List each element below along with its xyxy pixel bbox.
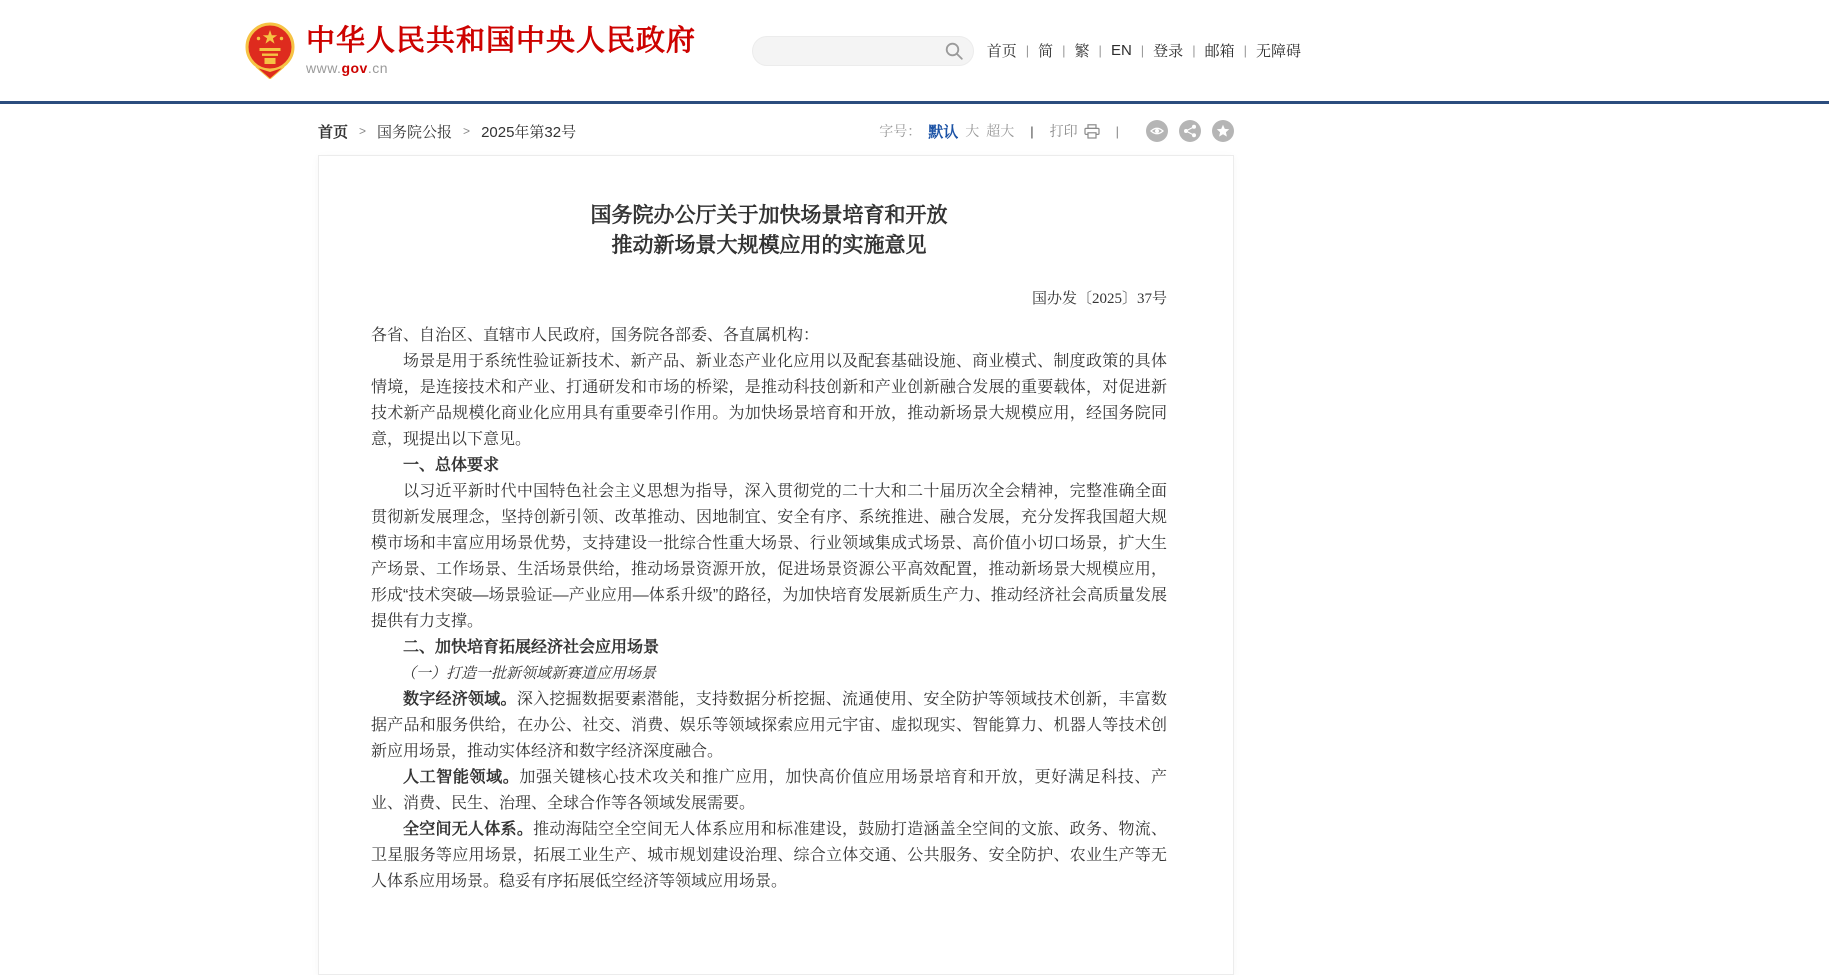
nav-link-1[interactable]: 首页 bbox=[986, 43, 1017, 60]
header-nav bbox=[987, 40, 1301, 61]
document-title-line1: 国务院办公厅关于加快场景培育和开放 bbox=[590, 203, 948, 227]
search-button[interactable] bbox=[945, 42, 963, 60]
font-size-option-default[interactable]: 默认 bbox=[928, 123, 959, 141]
paragraph-lead: 数字经济领域。深入挖掘数据要素潜能，支持数据分析挖掘、流通使用、安全防护等领域技术创新，丰富数据产品和服务供给，在办公、社交、消费、娱乐等领域探索应用元宇宙、虚拟现实、智能算力、机器人等技术创新应用场景，推动实体经济和数字经济深度融合。 bbox=[371, 691, 1167, 760]
national-emblem-icon bbox=[245, 22, 295, 79]
search-icon bbox=[945, 42, 963, 60]
separator: | bbox=[1025, 43, 1030, 58]
paragraph-kaiti: （一）打造一批新领域新赛道应用场景 bbox=[401, 665, 657, 682]
site-url bbox=[306, 60, 696, 76]
site-header bbox=[0, 0, 1829, 104]
paragraph-body: 以习近平新时代中国特色社会主义思想为指导，深入贯彻党的二十大和二十届历次全会精神，完整准确全面贯彻新发展理念，坚持创新引领、改革推动、因地制宜、安全有序、系统推进、融合发展，充分发挥我国超大规模市场和丰富应用场景优势，支持建设一批综合性重大场景、行业领域集成式场景、高价值小切口场景，扩大生产场景、工作场景、生活场景供给，推动场景资源开放，促进场景资源公平高效配置，推动新场景大规模应用，形成“技术突破—场景验证—产业应用—体系升级”的路径，为加快培育发展新质生产力、推动经济社会高质量发展提供有力支撑。 bbox=[371, 483, 1167, 630]
font-size-label: 字号： bbox=[879, 123, 922, 139]
site-url-www: www. bbox=[306, 60, 342, 76]
separator: | bbox=[1030, 123, 1034, 139]
eye-button[interactable] bbox=[1146, 120, 1168, 142]
star-icon bbox=[1216, 124, 1230, 138]
nav-link-5[interactable]: 登录 bbox=[1153, 43, 1184, 60]
separator: > bbox=[463, 124, 471, 138]
print-label: 打印 bbox=[1049, 123, 1078, 139]
separator: | bbox=[1192, 43, 1196, 58]
paragraph-heading: 二、加快培育拓展经济社会应用场景 bbox=[403, 639, 660, 656]
nav-link-6[interactable]: 邮箱 bbox=[1204, 43, 1235, 60]
separator: | bbox=[1062, 43, 1066, 58]
document-body bbox=[371, 323, 1167, 895]
paragraph-lead: 数字经济领域。 bbox=[403, 691, 517, 708]
document-card bbox=[318, 155, 1234, 975]
paragraph-lead: 人工智能领域。加强关键核心技术攻关和推广应用，加快高价值应用场景培育和开放，更好满足科技、产业、消费、民生、治理、全球合作等各领域发展需要。 bbox=[371, 769, 1167, 812]
printer-icon bbox=[1084, 124, 1100, 139]
separator: > bbox=[359, 124, 367, 138]
search-input[interactable] bbox=[767, 43, 945, 58]
favorite-button[interactable] bbox=[1212, 120, 1234, 142]
document-toolbar bbox=[879, 120, 1234, 142]
eye-icon bbox=[1150, 124, 1164, 138]
font-size-option-large[interactable]: 大 bbox=[965, 123, 980, 139]
paragraph-lead: 人工智能领域。 bbox=[403, 769, 520, 786]
breadcrumb-toolbar-row bbox=[318, 120, 1234, 142]
separator: | bbox=[1243, 43, 1247, 58]
document-number: 国办发〔2025〕37号 bbox=[1031, 291, 1167, 307]
breadcrumb-item-3[interactable]: 2025年第32号 bbox=[481, 123, 577, 141]
share-button[interactable] bbox=[1179, 120, 1201, 142]
paragraph-heading: 一、总体要求 bbox=[403, 457, 500, 474]
breadcrumb-item-1[interactable]: 首页 bbox=[318, 123, 349, 141]
paragraph-lead: 全空间无人体系。 bbox=[403, 821, 534, 838]
site-title: 中华人民共和国中央人民政府 bbox=[306, 25, 697, 57]
paragraph-lead: 全空间无人体系。推动海陆空全空间无人体系应用和标准建设，鼓励打造涵盖全空间的文旅、政务、物流、卫星服务等应用场景，拓展工业生产、城市规划建设治理、综合立体交通、公共服务、安全防护、农业生产等无人体系应用场景。稳妥有序拓展低空经济等领域应用场景。 bbox=[371, 821, 1167, 890]
paragraph-body: 场景是用于系统性验证新技术、新产品、新业态产业化应用以及配套基础设施、商业模式、制度政策的具体情境，是连接技术和产业、打通研发和市场的桥梁，是推动科技创新和产业创新融合发展的重要载体，对促进新技术新产品规模化商业化应用具有重要牵引作用。为加快场景培育和开放，推动新场景大规模应用，经国务院同意，现提出以下意见。 bbox=[371, 353, 1167, 448]
breadcrumb bbox=[318, 121, 576, 142]
breadcrumb-item-2[interactable]: 国务院公报 bbox=[377, 123, 453, 141]
nav-link-4[interactable]: EN bbox=[1110, 42, 1132, 59]
site-url-cn: .cn bbox=[367, 60, 389, 76]
nav-link-7[interactable]: 无障碍 bbox=[1255, 43, 1301, 60]
font-size-option-xlarge[interactable]: 超大 bbox=[986, 123, 1015, 139]
font-size-options bbox=[921, 121, 1014, 142]
separator: | bbox=[1140, 43, 1145, 58]
site-logo[interactable] bbox=[245, 22, 696, 79]
nav-link-3[interactable]: 繁 bbox=[1074, 43, 1090, 60]
document-title-line2: 推动新场景大规模应用的实施意见 bbox=[611, 233, 927, 257]
print-button[interactable] bbox=[1050, 121, 1100, 141]
search-box bbox=[752, 36, 974, 66]
site-url-gov: gov bbox=[341, 60, 368, 76]
nav-link-2[interactable]: 简 bbox=[1038, 43, 1054, 60]
paragraph-salutation: 各省、自治区、直辖市人民政府，国务院各部委、各直属机构： bbox=[371, 327, 820, 344]
share-icon bbox=[1183, 124, 1197, 138]
separator: | bbox=[1098, 43, 1102, 58]
separator: | bbox=[1115, 123, 1119, 139]
document-title bbox=[371, 200, 1167, 260]
